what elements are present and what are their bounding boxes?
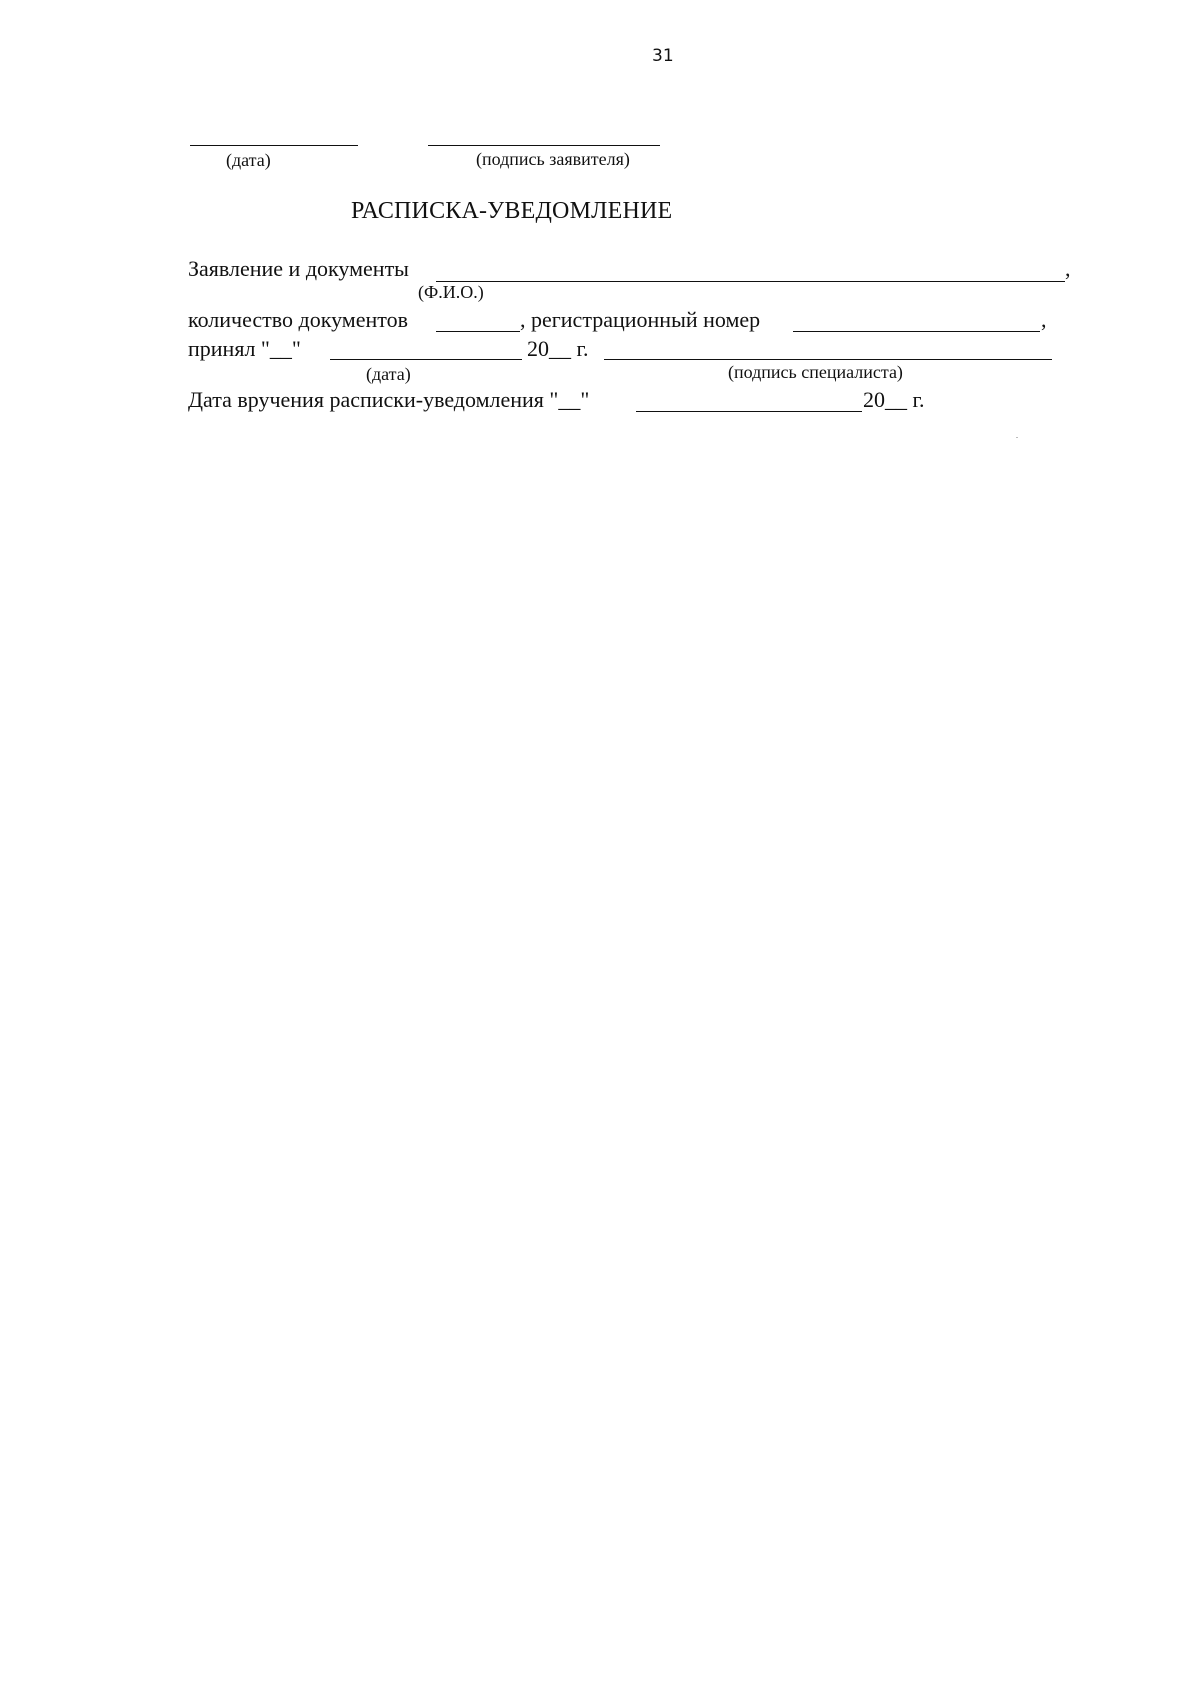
applicant-signature-line: [428, 145, 660, 146]
delivery-year-label: 20__ г.: [863, 387, 925, 412]
specialist-signature-caption: (подпись специалиста): [728, 362, 903, 382]
delivery-date-label: Дата вручения расписки-уведомления "__": [188, 387, 590, 412]
docs-count-label: количество документов: [188, 307, 408, 332]
accepted-year-label: 20__ г.: [527, 336, 589, 361]
reg-number-label: , регистрационный номер: [520, 307, 761, 332]
date-signature-line: [190, 145, 358, 146]
scan-speck: [1016, 437, 1018, 438]
docs-count-field-line: [436, 331, 520, 332]
line1-comma: ,: [1065, 256, 1071, 281]
accepted-label: принял "__": [188, 336, 301, 361]
fio-caption: (Ф.И.О.): [418, 282, 484, 302]
documents-label: Заявление и документы: [188, 256, 409, 281]
page-number: 31: [652, 46, 674, 66]
applicant-signature-caption: (подпись заявителя): [476, 149, 630, 169]
document-title: РАСПИСКА-УВЕДОМЛЕНИЕ: [351, 198, 673, 224]
line2-comma: ,: [1041, 307, 1047, 332]
date-caption: (дата): [226, 150, 271, 170]
specialist-signature-field-line: [604, 359, 1052, 360]
accepted-date-field-line: [330, 359, 522, 360]
fio-field-line: [436, 281, 1065, 282]
delivery-date-field-line: [636, 411, 862, 412]
reg-number-field-line: [793, 331, 1040, 332]
accepted-date-caption: (дата): [366, 364, 411, 384]
